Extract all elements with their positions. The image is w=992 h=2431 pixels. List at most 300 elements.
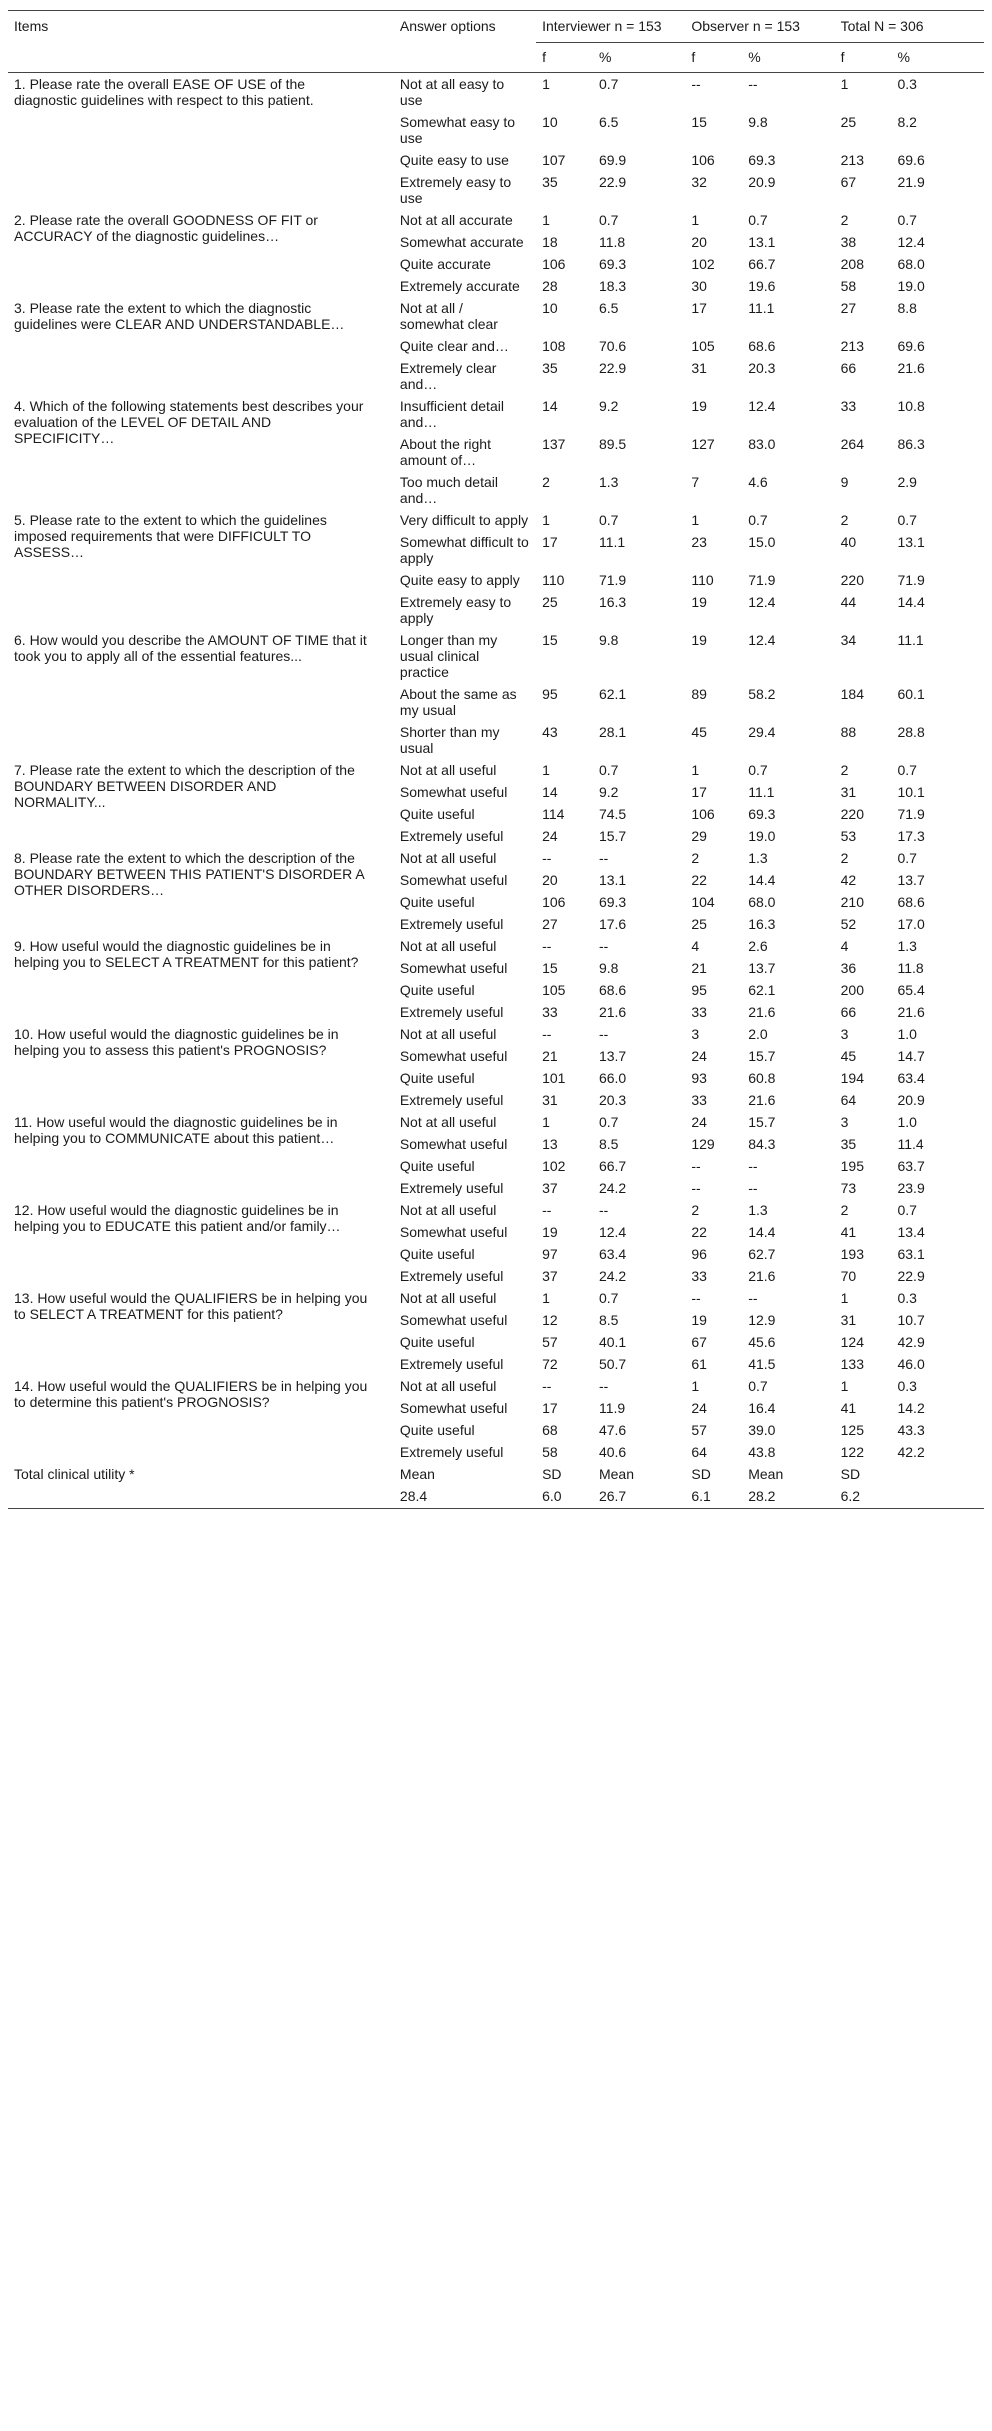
answer-option: Not at all useful: [399, 850, 497, 866]
frequency-cell: 19: [691, 594, 707, 610]
percent-cell: 62.1: [748, 982, 776, 998]
frequency-cell: 14: [542, 784, 558, 800]
frequency-cell: 102: [542, 1158, 566, 1174]
frequency-cell: 40: [840, 534, 857, 550]
frequency-cell: 1: [542, 512, 550, 528]
answer-option: Not at all useful: [399, 1290, 497, 1306]
frequency-cell: 73: [840, 1180, 857, 1196]
percent-cell: 15.7: [598, 828, 627, 844]
frequency-cell: 10: [542, 114, 558, 130]
answer-option: Not at all useful: [399, 1202, 497, 1218]
percent-cell: 8.5: [598, 1312, 619, 1328]
percent-cell: 46.0: [897, 1356, 925, 1372]
frequency-cell: 208: [840, 256, 864, 272]
percent-cell: 2.0: [748, 1026, 768, 1042]
frequency-cell: 137: [542, 436, 566, 452]
frequency-cell: 68: [542, 1422, 558, 1438]
percent-cell: 69.6: [897, 338, 925, 354]
frequency-cell: 35: [840, 1136, 857, 1152]
answer-option: Quite useful: [399, 894, 475, 910]
answer-option: Not at all useful: [399, 762, 497, 778]
frequency-cell: 33: [691, 1092, 707, 1108]
item-question: 12. How useful would the diagnostic guidelines be in helping you to EDUCATE this patient and/or family…: [14, 1202, 341, 1234]
percent-cell: 14.4: [748, 1224, 776, 1240]
percent-cell: 8.8: [897, 300, 917, 316]
percent-cell: 42.9: [897, 1334, 925, 1350]
percent-cell: 11.8: [598, 234, 626, 250]
percent-cell: 24.2: [598, 1268, 627, 1284]
frequency-cell: 20: [691, 234, 707, 250]
percent-cell: 0.7: [897, 1202, 917, 1218]
answer-option: Quite useful: [399, 982, 475, 998]
percent-cell: --: [598, 1202, 609, 1218]
answer-option: Insufficient detail and…: [399, 398, 504, 430]
frequency-cell: 25: [691, 916, 707, 932]
percent-cell: 0.7: [748, 1378, 768, 1394]
item-question: 6. How would you describe the AMOUNT OF TIME that it took you to apply all of the essential features...: [14, 632, 367, 664]
answer-option: Not at all useful: [399, 1114, 497, 1130]
percent-cell: 68.0: [748, 894, 776, 910]
frequency-cell: 1: [542, 212, 550, 228]
percent-cell: 74.5: [598, 806, 627, 822]
percent-cell: --: [748, 76, 758, 92]
percent-cell: 24.2: [598, 1180, 627, 1196]
percent-cell: 71.9: [598, 572, 627, 588]
frequency-cell: 2: [840, 512, 849, 528]
item-question: 7. Please rate the extent to which the description of the BOUNDARY BETWEEN DISORDER AND NORMALITY...: [14, 762, 355, 810]
percent-cell: 0.7: [598, 212, 619, 228]
percent-cell: 20.3: [748, 360, 776, 376]
frequency-cell: 57: [542, 1334, 558, 1350]
frequency-cell: 36: [840, 960, 857, 976]
answer-option: Quite useful: [399, 1334, 475, 1350]
frequency-cell: 110: [542, 572, 565, 588]
frequency-cell: 102: [691, 256, 715, 272]
frequency-cell: 24: [691, 1114, 707, 1130]
frequency-cell: 1: [840, 76, 849, 92]
frequency-cell: 95: [691, 982, 707, 998]
table-body: [8, 73, 984, 1509]
frequency-cell: 67: [691, 1334, 707, 1350]
percent-cell: 19.6: [748, 278, 776, 294]
percent-cell: 10.8: [897, 398, 925, 414]
frequency-cell: 53: [840, 828, 857, 844]
percent-cell: 12.4: [897, 234, 925, 250]
answer-option: Not at all / somewhat clear: [399, 300, 498, 332]
frequency-cell: 220: [840, 572, 864, 588]
frequency-cell: 2: [542, 474, 550, 490]
answer-option: Extremely accurate: [399, 278, 520, 294]
frequency-cell: 10: [542, 300, 558, 316]
answer-option: Somewhat useful: [399, 1048, 508, 1064]
percent-cell: 0.7: [897, 850, 917, 866]
frequency-cell: 66: [840, 360, 857, 376]
percent-cell: 40.1: [598, 1334, 627, 1350]
frequency-cell: 9: [840, 474, 849, 490]
header-total: Total N = 306: [835, 11, 984, 43]
total-stat-label: Mean: [399, 1466, 435, 1482]
answer-option: Extremely easy to use: [399, 174, 512, 206]
percent-cell: 70.6: [598, 338, 627, 354]
header-sub: %: [891, 43, 984, 73]
answer-option: Extremely useful: [399, 1444, 504, 1460]
item-question: 10. How useful would the diagnostic guidelines be in helping you to assess this patient's PROGNOSIS?: [14, 1026, 339, 1058]
percent-cell: 2.9: [897, 474, 917, 490]
answer-option: Somewhat useful: [399, 1224, 508, 1240]
percent-cell: 62.7: [748, 1246, 776, 1262]
frequency-cell: 122: [840, 1444, 864, 1460]
frequency-cell: --: [691, 1180, 701, 1196]
frequency-cell: 106: [542, 894, 566, 910]
frequency-cell: 2: [691, 1202, 700, 1218]
answer-option: Quite accurate: [399, 256, 491, 272]
header-blank: [394, 43, 536, 73]
frequency-cell: 12: [542, 1312, 558, 1328]
percent-cell: 0.3: [897, 1378, 917, 1394]
frequency-cell: --: [542, 850, 552, 866]
total-value: 6.0: [536, 1485, 593, 1509]
frequency-cell: 106: [691, 152, 715, 168]
percent-cell: --: [598, 1026, 609, 1042]
percent-cell: 63.1: [897, 1246, 925, 1262]
percent-cell: 9.8: [598, 960, 619, 976]
frequency-cell: 25: [542, 594, 558, 610]
frequency-cell: 1: [691, 1378, 700, 1394]
percent-cell: 12.4: [748, 632, 776, 648]
frequency-cell: 4: [840, 938, 849, 954]
header-interviewer: Interviewer n = 153: [536, 11, 685, 43]
frequency-cell: 27: [840, 300, 857, 316]
frequency-cell: 57: [691, 1422, 707, 1438]
percent-cell: 65.4: [897, 982, 925, 998]
percent-cell: 12.4: [598, 1224, 627, 1240]
percent-cell: 21.6: [897, 360, 925, 376]
percent-cell: --: [598, 850, 609, 866]
table-row: [8, 629, 984, 683]
frequency-cell: 4: [691, 938, 700, 954]
answer-option: Quite useful: [399, 1246, 475, 1262]
percent-cell: 10.1: [897, 784, 925, 800]
percent-cell: 40.6: [598, 1444, 627, 1460]
answer-option: Not at all useful: [399, 938, 497, 954]
total-blank: [891, 1463, 984, 1485]
frequency-cell: --: [542, 938, 552, 954]
frequency-cell: 2: [840, 1202, 849, 1218]
frequency-cell: 133: [840, 1356, 864, 1372]
percent-cell: 23.9: [897, 1180, 925, 1196]
answer-option: Not at all useful: [399, 1378, 497, 1394]
percent-cell: 17.6: [598, 916, 627, 932]
frequency-cell: 37: [542, 1268, 558, 1284]
percent-cell: 14.4: [748, 872, 776, 888]
frequency-cell: 15: [691, 114, 707, 130]
percent-cell: 68.6: [598, 982, 627, 998]
percent-cell: 60.8: [748, 1070, 776, 1086]
percent-cell: 4.6: [748, 474, 768, 490]
percent-cell: 21.6: [748, 1004, 776, 1020]
percent-cell: 84.3: [748, 1136, 776, 1152]
percent-cell: --: [748, 1180, 758, 1196]
percent-cell: 14.4: [897, 594, 925, 610]
percent-cell: 0.7: [748, 762, 768, 778]
percent-cell: 11.4: [897, 1136, 924, 1152]
header-observer: Observer n = 153: [685, 11, 834, 43]
percent-cell: 63.7: [897, 1158, 925, 1174]
frequency-cell: 27: [542, 916, 558, 932]
percent-cell: 11.8: [897, 960, 924, 976]
percent-cell: 20.9: [897, 1092, 925, 1108]
percent-cell: 11.1: [897, 632, 924, 648]
frequency-cell: 34: [840, 632, 857, 648]
answer-option: Somewhat useful: [399, 1312, 508, 1328]
percent-cell: 21.6: [598, 1004, 627, 1020]
frequency-cell: --: [542, 1378, 552, 1394]
frequency-cell: 124: [840, 1334, 864, 1350]
percent-cell: --: [748, 1290, 758, 1306]
frequency-cell: 184: [840, 686, 864, 702]
frequency-cell: 2: [840, 850, 849, 866]
percent-cell: 11.1: [748, 300, 775, 316]
frequency-cell: 64: [840, 1092, 857, 1108]
frequency-cell: 33: [691, 1004, 707, 1020]
percent-cell: 66.7: [748, 256, 776, 272]
frequency-cell: 31: [840, 1312, 857, 1328]
frequency-cell: 2: [840, 762, 849, 778]
percent-cell: 0.7: [748, 512, 768, 528]
answer-option: Somewhat difficult to apply: [399, 534, 529, 566]
frequency-cell: 72: [542, 1356, 558, 1372]
frequency-cell: --: [691, 1290, 701, 1306]
percent-cell: 1.3: [598, 474, 619, 490]
frequency-cell: 22: [691, 872, 707, 888]
frequency-cell: 45: [840, 1048, 857, 1064]
percent-cell: 19.0: [897, 278, 925, 294]
frequency-cell: 101: [542, 1070, 566, 1086]
answer-option: Somewhat useful: [399, 1136, 508, 1152]
percent-cell: 13.7: [598, 1048, 627, 1064]
answer-option: Quite useful: [399, 1070, 475, 1086]
frequency-cell: 125: [840, 1422, 864, 1438]
item-question: 3. Please rate the extent to which the diagnostic guidelines were CLEAR AND UNDERSTANDABLE…: [14, 300, 345, 332]
percent-cell: 58.2: [748, 686, 776, 702]
frequency-cell: 114: [542, 806, 565, 822]
percent-cell: 41.5: [748, 1356, 776, 1372]
answer-option: Extremely useful: [399, 1180, 504, 1196]
frequency-cell: 25: [840, 114, 857, 130]
percent-cell: 12.4: [748, 398, 776, 414]
percent-cell: 11.1: [748, 784, 775, 800]
answer-option: Shorter than my usual: [399, 724, 500, 756]
percent-cell: 39.0: [748, 1422, 776, 1438]
answer-option: Extremely useful: [399, 1092, 504, 1108]
item-question: 8. Please rate the extent to which the description of the BOUNDARY BETWEEN THIS PATIENT'S DISORDER A OTHER DISORDERS…: [14, 850, 364, 898]
frequency-cell: 70: [840, 1268, 857, 1284]
frequency-cell: 108: [542, 338, 566, 354]
frequency-cell: 193: [840, 1246, 864, 1262]
percent-cell: 63.4: [897, 1070, 925, 1086]
frequency-cell: 29: [691, 828, 707, 844]
percent-cell: 47.6: [598, 1422, 627, 1438]
header-sub: f: [685, 43, 742, 73]
percent-cell: 6.5: [598, 300, 619, 316]
frequency-cell: 33: [542, 1004, 558, 1020]
frequency-cell: 41: [840, 1400, 857, 1416]
percent-cell: 2.6: [748, 938, 768, 954]
frequency-cell: 2: [691, 850, 700, 866]
frequency-cell: 105: [691, 338, 715, 354]
percent-cell: 69.3: [598, 256, 627, 272]
total-value: 28.2: [742, 1485, 834, 1509]
item-question: 2. Please rate the overall GOODNESS OF FIT or ACCURACY of the diagnostic guidelines…: [14, 212, 318, 244]
answer-option: Somewhat useful: [399, 872, 508, 888]
frequency-cell: 1: [840, 1378, 849, 1394]
frequency-cell: 127: [691, 436, 715, 452]
answer-option: Very difficult to apply: [399, 512, 529, 528]
table-row: [8, 759, 984, 781]
table-row: [8, 209, 984, 231]
percent-cell: 10.7: [897, 1312, 925, 1328]
item-question: 11. How useful would the diagnostic guidelines be in helping you to COMMUNICATE about this patient…: [14, 1114, 338, 1146]
item-question: 13. How useful would the QUALIFIERS be in helping you to SELECT A TREATMENT for this patient?: [14, 1290, 368, 1322]
table-row: [8, 73, 984, 112]
frequency-cell: 14: [542, 398, 558, 414]
percent-cell: 22.9: [598, 360, 627, 376]
percent-cell: 9.8: [598, 632, 619, 648]
answer-option: Quite clear and…: [399, 338, 509, 354]
frequency-cell: 58: [840, 278, 857, 294]
frequency-cell: 220: [840, 806, 864, 822]
frequency-cell: 58: [542, 1444, 558, 1460]
table-row: [8, 1023, 984, 1045]
frequency-cell: 17: [691, 300, 707, 316]
frequency-cell: 31: [542, 1092, 558, 1108]
total-label: Total clinical utility *: [8, 1463, 394, 1509]
answer-option: Quite easy to use: [399, 152, 509, 168]
total-value: 6.1: [685, 1485, 742, 1509]
table-row: [8, 847, 984, 869]
frequency-cell: 52: [840, 916, 857, 932]
percent-cell: 29.4: [748, 724, 776, 740]
percent-cell: 68.6: [748, 338, 776, 354]
frequency-cell: 19: [542, 1224, 558, 1240]
frequency-cell: 21: [542, 1048, 558, 1064]
percent-cell: 13.7: [748, 960, 776, 976]
percent-cell: 16.4: [748, 1400, 776, 1416]
table-row: [8, 1375, 984, 1397]
frequency-cell: 95: [542, 686, 558, 702]
percent-cell: 0.7: [598, 512, 619, 528]
frequency-cell: --: [691, 1158, 701, 1174]
total-value: 26.7: [593, 1485, 685, 1509]
frequency-cell: 19: [691, 1312, 707, 1328]
frequency-cell: 19: [691, 632, 707, 648]
percent-cell: 20.3: [598, 1092, 627, 1108]
frequency-cell: 17: [691, 784, 707, 800]
frequency-cell: 96: [691, 1246, 707, 1262]
table-row: [8, 395, 984, 433]
frequency-cell: 31: [691, 360, 707, 376]
percent-cell: 13.7: [897, 872, 925, 888]
header-sub: %: [593, 43, 685, 73]
percent-cell: 60.1: [897, 686, 925, 702]
frequency-cell: 107: [542, 152, 566, 168]
percent-cell: 0.7: [598, 762, 619, 778]
percent-cell: 89.5: [598, 436, 627, 452]
total-value: 6.2: [835, 1485, 892, 1509]
frequency-cell: 33: [691, 1268, 707, 1284]
frequency-cell: 97: [542, 1246, 558, 1262]
header-sub: f: [536, 43, 593, 73]
percent-cell: 69.9: [598, 152, 627, 168]
table-row: [8, 1287, 984, 1309]
percent-cell: 43.8: [748, 1444, 776, 1460]
percent-cell: 1.0: [897, 1026, 917, 1042]
frequency-cell: 17: [542, 1400, 558, 1416]
percent-cell: 11.9: [598, 1400, 626, 1416]
percent-cell: 8.5: [598, 1136, 619, 1152]
percent-cell: 0.7: [897, 512, 917, 528]
frequency-cell: 1: [691, 512, 700, 528]
frequency-cell: 3: [691, 1026, 700, 1042]
percent-cell: 69.6: [897, 152, 925, 168]
percent-cell: 66.0: [598, 1070, 627, 1086]
percent-cell: 71.9: [897, 572, 925, 588]
frequency-cell: 20: [542, 872, 558, 888]
percent-cell: 12.9: [748, 1312, 776, 1328]
percent-cell: 0.7: [748, 212, 768, 228]
percent-cell: 13.1: [897, 534, 925, 550]
frequency-cell: 31: [840, 784, 857, 800]
percent-cell: 69.3: [748, 806, 776, 822]
total-stat-label: SD: [542, 1466, 562, 1482]
percent-cell: --: [598, 1378, 609, 1394]
frequency-cell: 93: [691, 1070, 707, 1086]
frequency-cell: 35: [542, 360, 558, 376]
item-question: 9. How useful would the diagnostic guidelines be in helping you to SELECT A TREATMENT for this patient?: [14, 938, 359, 970]
frequency-cell: 213: [840, 152, 864, 168]
frequency-cell: 106: [542, 256, 566, 272]
frequency-cell: 195: [840, 1158, 864, 1174]
frequency-cell: 37: [542, 1180, 558, 1196]
percent-cell: 0.3: [897, 1290, 917, 1306]
answer-option: Somewhat accurate: [399, 234, 524, 250]
frequency-cell: --: [691, 76, 701, 92]
percent-cell: 71.9: [748, 572, 776, 588]
frequency-cell: 19: [691, 398, 707, 414]
answer-option: Not at all useful: [399, 1026, 497, 1042]
answer-option: Extremely useful: [399, 916, 504, 932]
total-blank: [891, 1485, 984, 1509]
frequency-cell: 18: [542, 234, 558, 250]
frequency-cell: 45: [691, 724, 707, 740]
clinical-utility-table: [8, 10, 984, 1509]
frequency-cell: 89: [691, 686, 707, 702]
percent-cell: 18.3: [598, 278, 627, 294]
total-stat-label: SD: [840, 1466, 861, 1482]
total-stat-label: Mean: [598, 1466, 634, 1482]
answer-option: About the same as my usual: [399, 686, 517, 718]
frequency-cell: --: [542, 1202, 552, 1218]
answer-option: Quite useful: [399, 806, 475, 822]
percent-cell: 68.0: [897, 256, 925, 272]
percent-cell: 17.3: [897, 828, 925, 844]
answer-option: Quite easy to apply: [399, 572, 520, 588]
header-answer-options: Answer options: [394, 11, 536, 43]
frequency-cell: 22: [691, 1224, 707, 1240]
frequency-cell: 1: [691, 212, 700, 228]
percent-cell: 69.3: [598, 894, 627, 910]
answer-option: Extremely useful: [399, 1356, 504, 1372]
